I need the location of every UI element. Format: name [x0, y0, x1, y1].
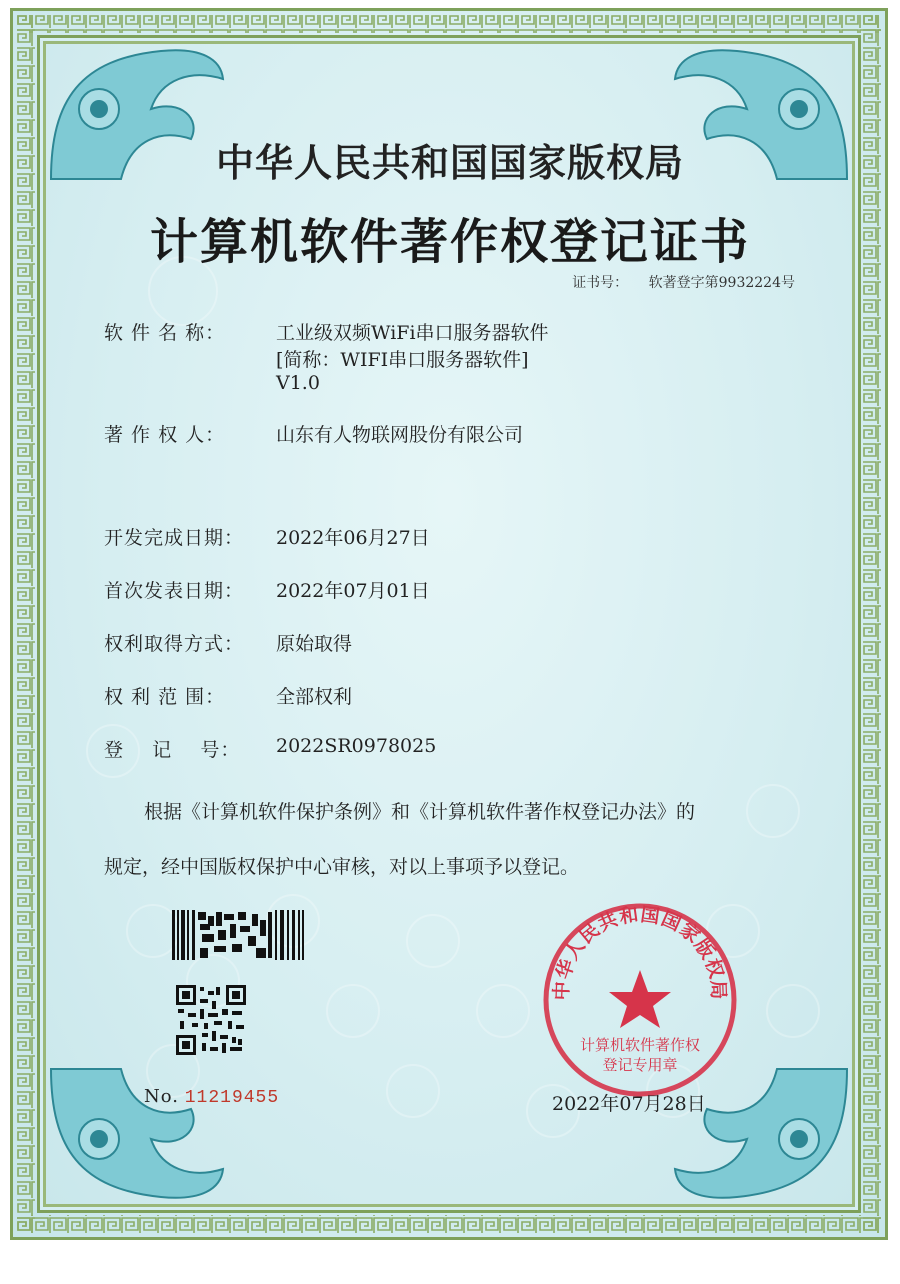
official-seal: [540, 900, 740, 1100]
qr-code-icon: [176, 985, 246, 1055]
certificate: [10, 8, 888, 1240]
corner-ornament-bottom-left: [41, 1059, 231, 1209]
issuer-title: 中华人民共和国国家版权局: [215, 140, 684, 185]
serial-label: No.: [144, 1086, 179, 1107]
serial-number: [144, 1086, 279, 1108]
scope-value: 全部权利: [276, 686, 353, 708]
barcode-icon: [172, 910, 304, 960]
star-icon: [609, 970, 671, 1028]
seal-inner-line2: 登记专用章: [602, 1056, 678, 1074]
software-name-label: 软 件 名 称：: [104, 322, 226, 344]
statement-line2: 规定，经中国版权保护中心审核，对以上事项予以登记。: [104, 856, 580, 878]
acquisition-label: 权利取得方式：: [104, 633, 245, 655]
owner-value: 山东有人物联网股份有限公司: [276, 424, 524, 446]
issue-date: 2022年07月28日: [552, 1093, 706, 1115]
certificate-title: 计算机软件著作权登记证书: [149, 214, 750, 270]
dev-date-label: 开发完成日期：: [104, 527, 245, 549]
owner-label: 著 作 权 人：: [104, 424, 226, 446]
serial-value: 11219455: [184, 1088, 280, 1108]
registration-number-label: 登 记 号：: [104, 739, 241, 761]
acquisition-value: 原始取得: [276, 633, 353, 655]
scope-label: 权 利 范 围：: [104, 686, 226, 708]
software-name-line1: 工业级双频WiFi串口服务器软件: [276, 322, 549, 344]
seal-ring-text: 中华人民共和国国家版权局: [550, 903, 730, 1001]
seal-inner-line1: 计算机软件著作权: [579, 1036, 701, 1054]
software-name-version: V1.0: [276, 372, 320, 394]
certificate-number-label: 证书号：: [572, 275, 629, 291]
pub-date-value: 2022年07月01日: [276, 580, 430, 602]
pub-date-label: 首次发表日期：: [104, 580, 245, 602]
software-name-line2: [简称：WIFI串口服务器软件]: [276, 349, 529, 371]
dev-date-value: 2022年06月27日: [276, 527, 430, 549]
certificate-number: [572, 272, 795, 292]
registration-number-value: 2022SR0978025: [276, 735, 437, 757]
statement-line1: 根据《计算机软件保护条例》和《计算机软件著作权登记办法》的: [144, 801, 696, 823]
certificate-number-value: 软著登字第9932224号: [648, 275, 795, 291]
